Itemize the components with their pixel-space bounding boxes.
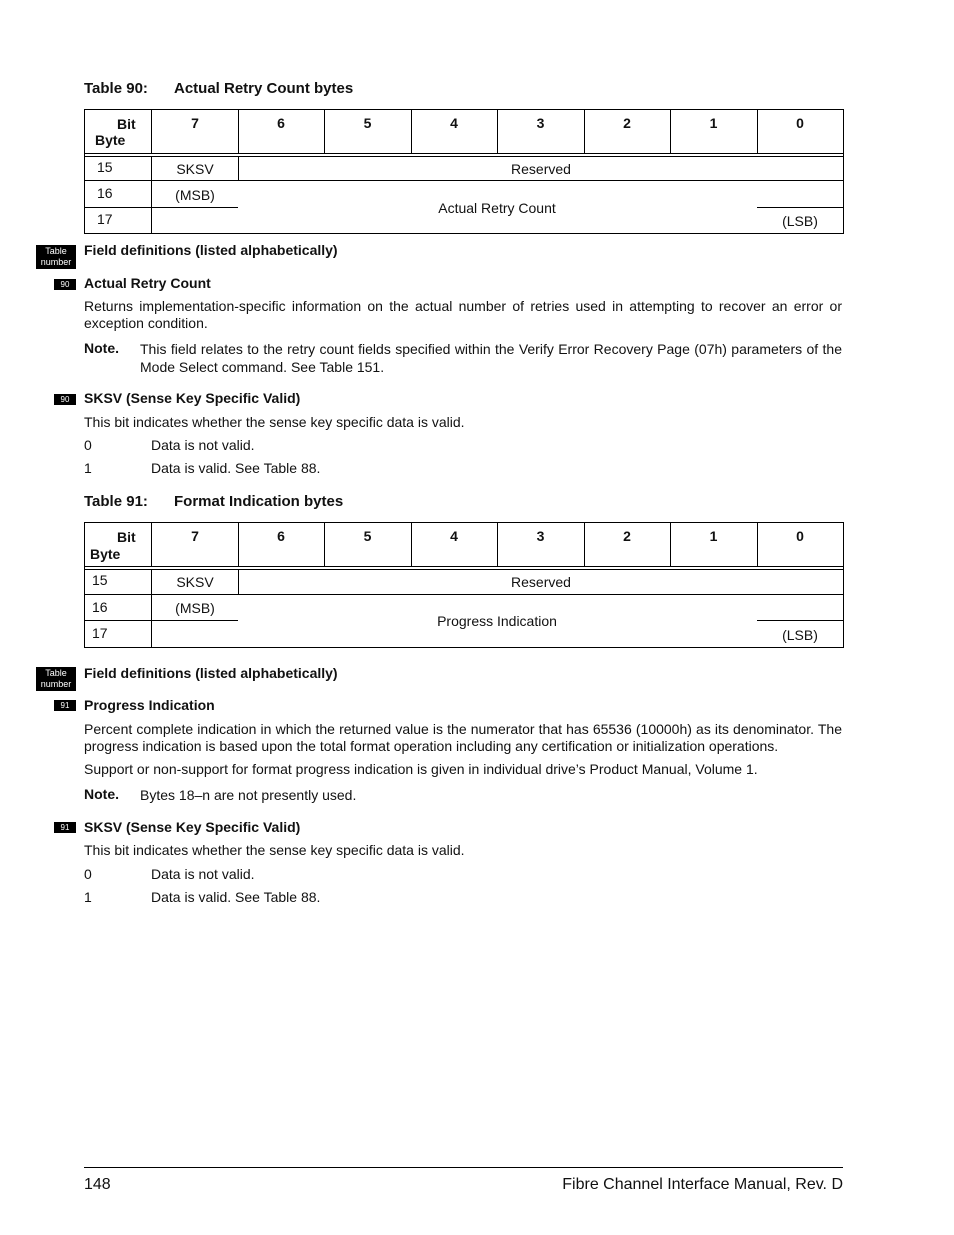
sksv-cell: SKSV — [176, 161, 214, 177]
table-91-caption — [84, 493, 343, 510]
bit-0-header: 0 — [796, 528, 804, 544]
grid-line — [238, 523, 239, 566]
table-ref-tag: 91 — [54, 700, 76, 711]
table-90 — [84, 109, 844, 234]
sksv-cell: SKSV — [176, 574, 214, 590]
field-description: This bit indicates whether the sense key specific data is valid. — [84, 414, 465, 430]
grid-line — [584, 523, 585, 566]
bit-6-header: 6 — [277, 528, 285, 544]
field-description: Returns implementation-specific information on the actual number of retries used in attempting to recover an error or exception condition. — [84, 298, 842, 331]
bit-4-header: 4 — [450, 115, 458, 131]
value-description: Data is valid. See Table 88. — [151, 889, 321, 905]
grid-line — [497, 110, 498, 153]
note-text: Bytes 18–n are not presently used. — [140, 787, 357, 803]
header-rule — [85, 153, 843, 154]
actual-retry-count-field: Actual Retry Count — [438, 200, 556, 216]
note-text: This field relates to the retry count fields specified within the Verify Error Recovery Page (07h) parameters of the Mode Select command. See Table 151. — [140, 341, 842, 375]
grid-line — [497, 523, 498, 566]
field-definitions-heading-91: Field definitions (listed alphabetically) — [84, 665, 338, 681]
header-byte-label: Byte — [95, 132, 126, 148]
grid-line — [757, 110, 758, 153]
grid-line — [324, 523, 325, 566]
value-code: 1 — [84, 889, 92, 905]
header-rule — [85, 569, 843, 570]
tag-line-1: Table — [45, 668, 67, 678]
field-title-sksv: SKSV (Sense Key Specific Valid) — [84, 390, 301, 406]
grid-line — [238, 110, 239, 153]
bit-2-header: 2 — [623, 528, 631, 544]
field-description: Percent complete indication in which the returned value is the numerator that has 65536 (10000h) as its denominator. The progress indication is based upon the total format operation including any certification or initialization operations. — [84, 721, 842, 754]
msb-underline — [151, 620, 238, 621]
table-ref-tag: 90 — [54, 394, 76, 405]
lsb-cell: (LSB) — [782, 213, 818, 229]
field-title-actual-retry-count: Actual Retry Count — [84, 275, 211, 291]
lsb-overline — [757, 620, 843, 621]
document-title: Fibre Channel Interface Manual, Rev. D — [562, 1176, 843, 1193]
bit-7-header: 7 — [191, 115, 199, 131]
bit-5-header: 5 — [363, 528, 372, 544]
grid-line — [324, 110, 325, 153]
field-definitions-heading-90: Field definitions (listed alphabetically) — [84, 242, 338, 258]
grid-line — [151, 523, 152, 566]
value-code: 1 — [84, 460, 92, 476]
grid-line — [670, 523, 671, 566]
bit-2-header: 2 — [623, 115, 631, 131]
table-90-number: Table 90: — [84, 80, 148, 97]
tag-line-2: number — [40, 257, 72, 267]
field-title-progress-indication: Progress Indication — [84, 697, 215, 713]
row-rule — [85, 594, 843, 595]
bit-7-header: 7 — [191, 528, 199, 544]
row-rule — [85, 180, 843, 181]
lsb-cell: (LSB) — [782, 627, 818, 643]
grid-line — [411, 523, 412, 566]
bit-5-header: 5 — [363, 115, 372, 131]
reserved-cell: Reserved — [511, 574, 571, 590]
table-ref-tag: 90 — [54, 279, 76, 290]
bit-1-header: 1 — [709, 115, 718, 131]
row-rule — [85, 207, 151, 208]
value-description: Data is not valid. — [151, 437, 255, 453]
table-91-title: Format Indication bytes — [174, 493, 344, 510]
table-91-number: Table 91: — [84, 493, 148, 510]
table-ref-tag: 91 — [54, 822, 76, 833]
grid-line — [411, 110, 412, 153]
bit-4-header: 4 — [450, 528, 458, 544]
row-16-byte: 16 — [97, 185, 113, 201]
grid-line — [757, 523, 758, 566]
value-code: 0 — [84, 866, 92, 882]
bit-3-header: 3 — [536, 528, 545, 544]
table-90-title: Actual Retry Count bytes — [174, 80, 354, 97]
note-label: Note. — [84, 786, 119, 802]
table-90-caption — [84, 80, 353, 97]
grid-line — [584, 110, 585, 153]
field-title-sksv: SKSV (Sense Key Specific Valid) — [84, 819, 301, 835]
header-rule — [85, 156, 843, 157]
field-description: This bit indicates whether the sense key specific data is valid. — [84, 842, 465, 858]
msb-cell: (MSB) — [175, 187, 215, 203]
row-17-byte: 17 — [97, 211, 113, 227]
header-byte-label: Byte — [90, 546, 121, 562]
bit-1-header: 1 — [709, 528, 718, 544]
reserved-cell: Reserved — [511, 161, 571, 177]
page-number: 148 — [84, 1176, 111, 1193]
footer-rule — [84, 1167, 843, 1168]
header-rule — [85, 566, 843, 567]
lsb-overline — [757, 207, 843, 208]
bit-0-header: 0 — [796, 115, 804, 131]
tag-line-2: number — [40, 679, 72, 689]
row-15-byte: 15 — [92, 572, 108, 588]
field-description-support: Support or non-support for format progress indication is given in individual drive’s Product Manual, Volume 1. — [84, 761, 758, 777]
grid-line — [151, 110, 152, 153]
row-16-byte: 16 — [92, 599, 108, 615]
table-91 — [84, 522, 844, 648]
row-rule — [85, 620, 151, 621]
tag-line-1: Table — [45, 246, 67, 256]
header-bit-label: Bit — [117, 529, 136, 545]
table-number-tag — [36, 245, 76, 269]
row-17-byte: 17 — [92, 625, 108, 641]
note-label: Note. — [84, 340, 119, 356]
header-bit-label: Bit — [117, 116, 136, 132]
value-description: Data is not valid. — [151, 866, 255, 882]
table-number-tag — [36, 667, 76, 691]
value-description: Data is valid. See Table 88. — [151, 460, 321, 476]
progress-indication-field: Progress Indication — [437, 613, 557, 629]
msb-underline — [151, 207, 238, 208]
grid-line — [670, 110, 671, 153]
row-15-byte: 15 — [97, 159, 113, 175]
bit-3-header: 3 — [536, 115, 545, 131]
bit-6-header: 6 — [277, 115, 285, 131]
msb-cell: (MSB) — [175, 600, 215, 616]
value-code: 0 — [84, 437, 92, 453]
